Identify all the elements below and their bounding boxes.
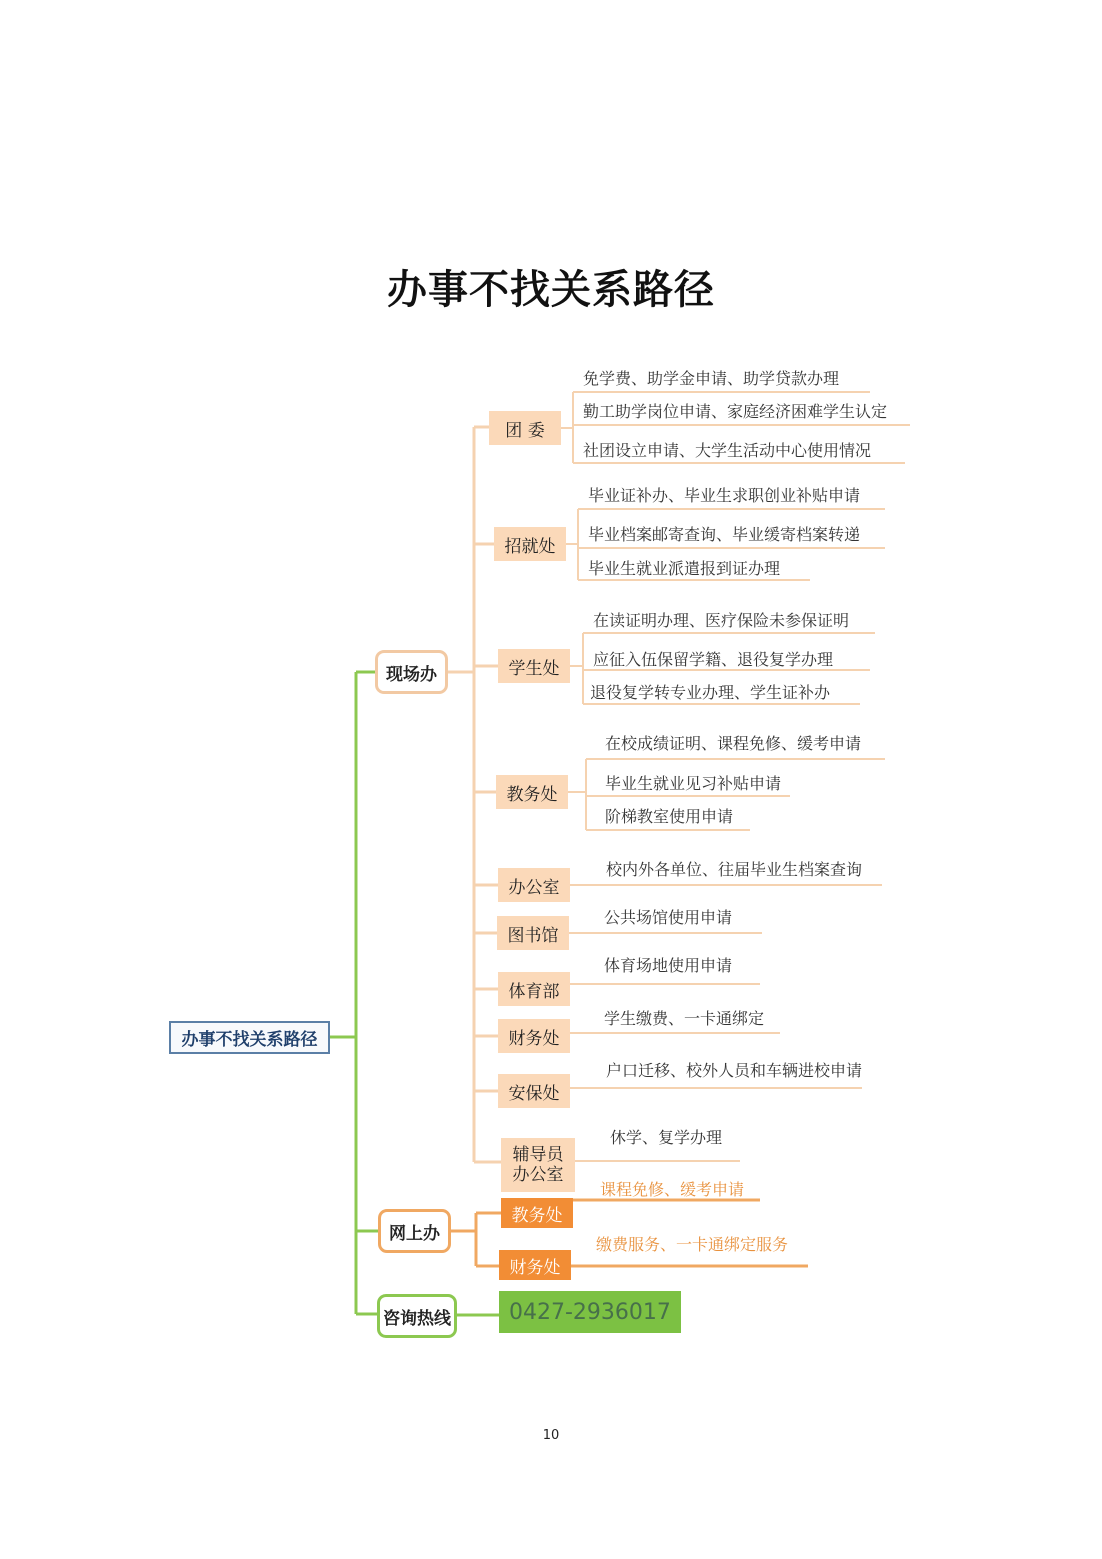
online-node: 网上办 [378,1209,451,1253]
hotline-node: 咨询热线 [377,1294,457,1338]
dept-jiaowu: 教务处 [496,775,568,809]
leaf-online-jiaowu-1: 课程免修、缓考申请 [600,1180,745,1199]
page-title: 办事不找关系路径 [387,266,715,313]
leaf-tiyubu-1: 体育场地使用申请 [604,956,733,975]
dept-tiyubu: 体育部 [498,972,570,1006]
dept-fudaoyuan: 辅导员办公室 [501,1138,575,1192]
leaf-xuesheng-2: 应征入伍保留学籍、退役复学办理 [593,650,834,669]
root-node: 办事不找关系路径 [169,1021,330,1054]
leaf-jiaowu-3: 阶梯教室使用申请 [605,807,734,826]
leaf-zhaojiu-1: 毕业证补办、毕业生求职创业补贴申请 [588,486,861,505]
leaf-tuanwei-2: 勤工助学岗位申请、家庭经济困难学生认定 [583,402,888,421]
page-number: 10 [542,1428,560,1443]
online-dept-caiwu: 财务处 [499,1250,571,1280]
leaf-fudaoyuan-1: 休学、复学办理 [610,1128,723,1147]
dept-anbao: 安保处 [498,1074,570,1108]
leaf-xuesheng-3: 退役复学转专业办理、学生证补办 [590,683,831,702]
leaf-anbao-1: 户口迁移、校外人员和车辆进校申请 [606,1061,863,1080]
leaf-zhaojiu-2: 毕业档案邮寄查询、毕业缓寄档案转递 [588,525,861,544]
hotline-number: 0427-2936017 [499,1291,681,1333]
tuanwei-bracket [561,392,573,463]
leaf-tuanwei-3: 社团设立申请、大学生活动中心使用情况 [583,441,872,460]
dept-xuesheng: 学生处 [498,649,570,683]
dept-bangongshi: 办公室 [498,868,570,902]
leaf-jiaowu-2: 毕业生就业见习补贴申请 [605,774,782,793]
leaf-zhaojiu-3: 毕业生就业派遣报到证办理 [588,559,781,578]
leaf-xuesheng-1: 在读证明办理、医疗保险未参保证明 [593,611,850,630]
zhaojiu-bracket [566,509,578,580]
jiaowu-bracket [568,759,586,830]
online-dept-jiaowu: 教务处 [501,1198,573,1228]
online-spine [451,1213,501,1266]
dept-zhaojiu: 招就处 [494,527,566,561]
leaf-tushuguan-1: 公共场馆使用申请 [604,908,733,927]
dept-tushuguan: 图书馆 [497,916,569,950]
leaf-online-caiwu-1: 缴费服务、一卡通绑定服务 [596,1235,789,1254]
leaf-caiwu-1: 学生缴费、一卡通绑定 [604,1009,765,1028]
onsite-spine [448,427,474,1162]
root-connector [330,672,378,1314]
leaf-jiaowu-1: 在校成绩证明、课程免修、缓考申请 [605,734,862,753]
xuesheng-bracket [570,633,583,704]
dept-tuanwei: 团 委 [489,411,561,445]
leaf-bangongshi-1: 校内外各单位、往届毕业生档案查询 [606,860,863,879]
onsite-node: 现场办 [375,650,448,694]
dept-caiwu: 财务处 [498,1019,570,1053]
leaf-tuanwei-1: 免学费、助学金申请、助学贷款办理 [583,369,840,388]
